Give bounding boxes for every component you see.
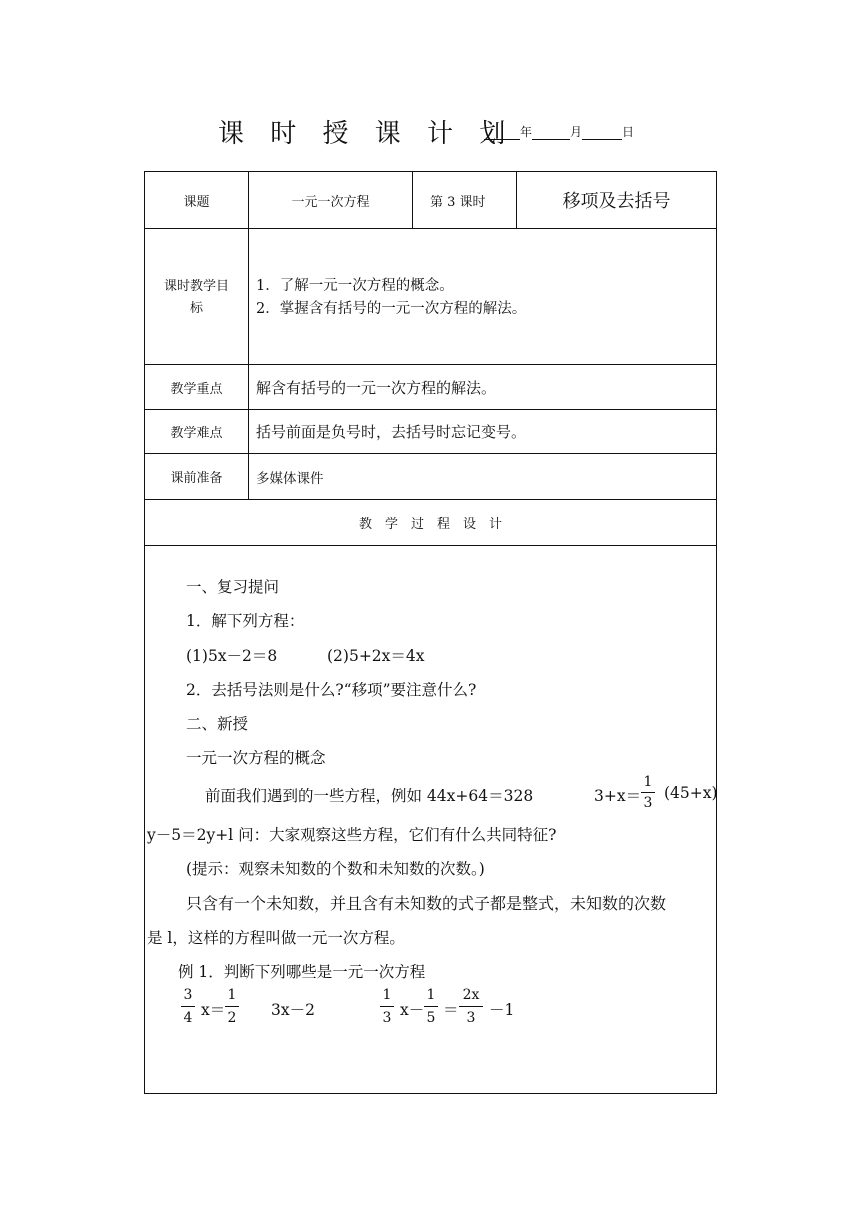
topic-label: 课题 [183, 194, 210, 210]
day-label: 日 [622, 125, 635, 139]
date-line [484, 123, 634, 140]
question-features: y－5＝2y+l 问：大家观察这些方程，它们有什么共同特征? [147, 826, 557, 844]
fraction-numerator: 2x [462, 987, 480, 1003]
table-border-right [716, 171, 717, 1094]
period-value: 移项及去括号 [562, 191, 671, 212]
day-blank [582, 127, 622, 140]
process-heading: 教 学 过 程 设 计 [358, 517, 502, 532]
equation-c-end: －1 [489, 1001, 515, 1019]
year-label: 年 [520, 125, 533, 139]
fraction-denominator: 2 [227, 1010, 237, 1026]
exercise-intro: 1．解下列方程： [186, 612, 305, 630]
fraction-denominator: 3 [382, 1010, 392, 1026]
goal-item: 2．掌握含有括号的一元一次方程的解法。 [256, 301, 527, 317]
row-divider [144, 228, 717, 229]
column-divider [412, 171, 413, 228]
topic-value: 一元一次方程 [291, 194, 370, 210]
fraction-bar [181, 1006, 195, 1007]
definition-line1: 只含有一个未知数，并且含有未知数的式子都是整式，未知数的次数 [186, 894, 667, 913]
fraction-bar [225, 1006, 239, 1007]
key-point-label: 教学重点 [170, 381, 223, 397]
fraction-bar [459, 1006, 483, 1007]
prep-label: 课前准备 [170, 471, 223, 486]
equation-1: (1)5x－2＝8 [186, 647, 278, 665]
row-divider [144, 545, 717, 546]
equation-c-equals: ＝ [443, 1001, 459, 1019]
new-lesson-heading: 二、新授 [186, 715, 249, 733]
question-2: 2．去括号法则是什么?“移项”要注意什么? [186, 681, 477, 699]
goals-label [145, 276, 248, 320]
fraction-denominator: 4 [183, 1010, 193, 1026]
fraction-bar [380, 1006, 394, 1007]
period-label: 第 3 课时 [430, 194, 486, 210]
difficulty-value: 括号前面是负号时，去括号时忘记变号。 [256, 423, 527, 441]
fraction-numerator: 1 [426, 987, 436, 1003]
fraction-denominator: 3 [643, 795, 653, 811]
page-title: 课 时 授 课 计 划 [218, 119, 515, 149]
equation-2: (2)5+2x＝4x [327, 647, 425, 665]
difficulty-label: 教学难点 [170, 426, 223, 441]
fraction-numerator: 1 [227, 987, 237, 1003]
month-label: 月 [570, 125, 583, 139]
review-heading: 一、复习提问 [186, 578, 280, 596]
fraction-bar [424, 1006, 438, 1007]
month-blank [532, 127, 570, 140]
example-equations-text: 前面我们遇到的一些方程，例如 44x+64＝328 [205, 787, 534, 805]
goals-list [256, 275, 526, 321]
goals-label-line2: 标 [189, 301, 203, 316]
equation-a-x: x＝ [201, 1001, 226, 1019]
example-equation-3x: 3+x＝ [594, 787, 642, 805]
fraction-numerator: 3 [183, 987, 193, 1003]
example-1-heading: 例 1．判断下列哪些是一元一次方程 [178, 963, 426, 981]
table-border-bottom [144, 1093, 717, 1094]
goals-label-line1: 课时教学目 [163, 279, 229, 294]
concept-heading: 一元一次方程的概念 [186, 749, 326, 767]
equation-b: 3x－2 [271, 1001, 315, 1019]
fraction-denominator: 3 [466, 1010, 476, 1026]
prep-value: 多媒体课件 [256, 470, 324, 487]
equation-c-x: x－ [400, 1001, 425, 1019]
goal-item: 1．了解一元一次方程的概念。 [256, 278, 454, 294]
year-blank [484, 127, 520, 140]
fraction-bar [641, 792, 655, 793]
example-equation-tail: (45+x) [664, 784, 718, 802]
fraction-numerator: 1 [382, 987, 392, 1003]
fraction-numerator: 1 [643, 774, 653, 790]
hint-text: (提示：观察未知数的个数和未知数的次数。) [186, 860, 485, 878]
fraction-denominator: 5 [426, 1010, 436, 1026]
definition-line2: 是 l，这样的方程叫做一元一次方程。 [147, 929, 405, 947]
key-point-value: 解含有括号的一元一次方程的解法。 [256, 378, 497, 397]
